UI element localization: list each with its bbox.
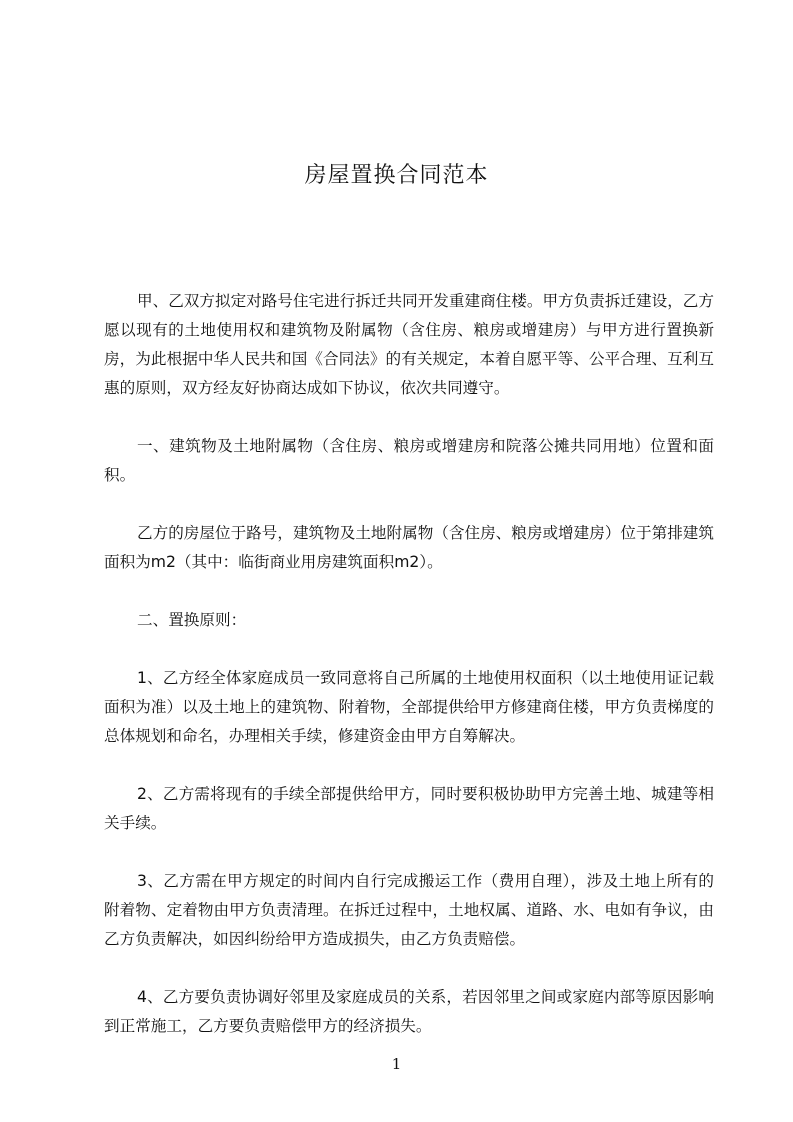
paragraph-intro: 甲、乙双方拟定对路号住宅进行拆迁共同开发重建商住楼。甲方负责拆迁建设，乙方愿以现有的土地使用权和建筑物及附属物（含住房、粮房或增建房）与甲方进行置换新房，为此根据中华人民共和国《合同法》的有关规定，本着自愿平等、公平合理、互利互惠的原则，双方经友好协商达成如下协议，依次共同遵守。 <box>104 292 714 397</box>
paragraph-property-location: 乙方的房屋位于路号，建筑物及土地附属物（含住房、粮房或增建房）位于第排建筑面积为m2（其中：临街商业用房建筑面积m2）。 <box>104 524 714 571</box>
paragraph-clause-4: 4、乙方要负责协调好邻里及家庭成员的关系，若因邻里之间或家庭内部等原因影响到正常施工，乙方要负责赔偿甲方的经济损失。 <box>104 988 714 1035</box>
document-body <box>104 287 714 1041</box>
document-title: 房屋置换合同范本 <box>304 162 489 188</box>
paragraph-section-2-heading: 二、置换原则： <box>137 611 247 629</box>
paragraph-clause-2: 2、乙方需将现有的手续全部提供给甲方，同时要积极协助甲方完善土地、城建等相关手续。 <box>104 785 714 832</box>
paragraph-section-1-heading: 一、建筑物及土地附属物（含住房、粮房或增建房和院落公摊共同用地）位置和面积。 <box>104 437 714 484</box>
paragraph-clause-3: 3、乙方需在甲方规定的时间内自行完成搬运工作（费用自理），涉及土地上所有的附着物、定着物由甲方负责清理。在拆迁过程中，土地权属、道路、水、电如有争议，由乙方负责解决，如因纠纷给甲方造成损失，由乙方负责赔偿。 <box>104 872 714 948</box>
page-number: 1 <box>391 1055 402 1073</box>
paragraph-clause-1: 1、乙方经全体家庭成员一致同意将自己所属的土地使用权面积（以土地使用证记载面积为准）以及土地上的建筑物、附着物，全部提供给甲方修建商住楼，甲方负责梯度的总体规划和命名，办理相关手续，修建资金由甲方自筹解决。 <box>104 669 714 745</box>
